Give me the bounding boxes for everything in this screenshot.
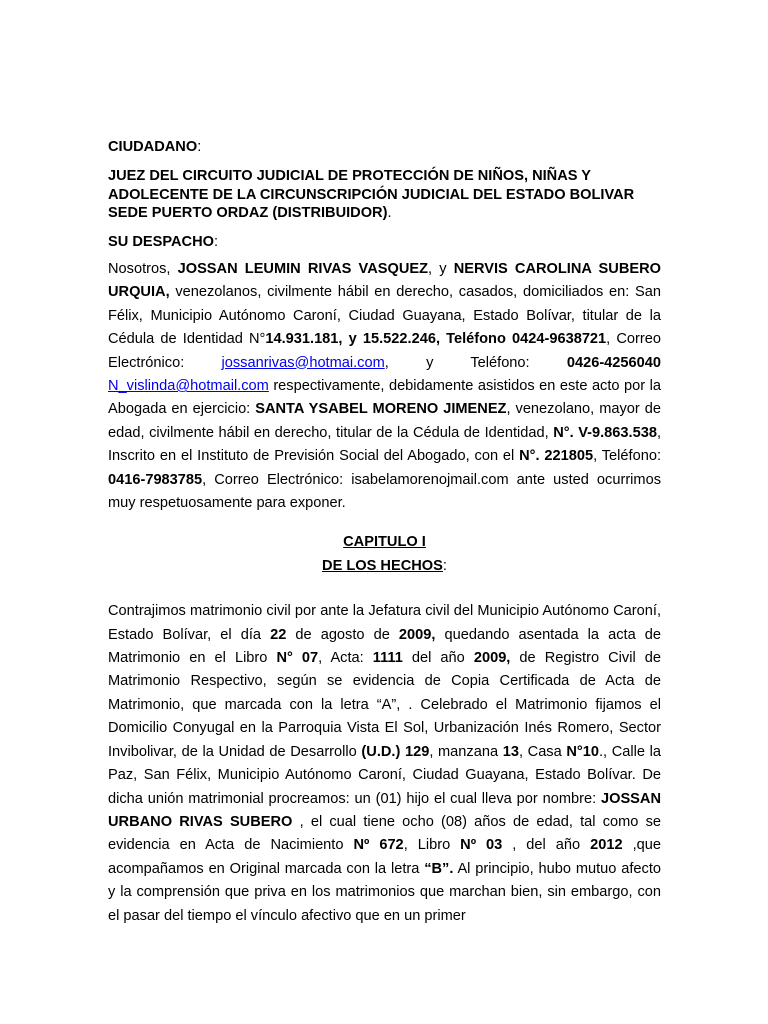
development-unit: (U.D.) 129 xyxy=(361,743,430,760)
salutation-despacho xyxy=(108,233,661,252)
petitioner-name-1: JOSSAN LEUMIN RIVAS VASQUEZ xyxy=(177,260,429,277)
facts-text: ., Calle la Paz, San Félix, Municipio Autónomo Caroní, Ciudad Guayana, Estado Bolívar. De dicha unión matrimonial procreamos: un (01) hijo el cual lleva por nombre: xyxy=(108,743,662,807)
facts-text: quedando asentada la acta de Matrimonio en el Libro xyxy=(108,626,662,667)
facts-text: del año xyxy=(402,650,474,667)
intro-text: Nosotros, xyxy=(108,260,178,277)
annex-letter: “B”. xyxy=(424,860,454,877)
despacho-label: SU DESPACHO xyxy=(108,234,214,251)
salutation-colon: : xyxy=(197,139,202,155)
intro-text: , Correo Electrónico: xyxy=(108,331,661,371)
chapter-number: CAPITULO I xyxy=(343,534,426,551)
intro-text: , y xyxy=(428,260,454,277)
chapter-title xyxy=(108,531,661,554)
petitioner-name-2: NERVIS CAROLINA SUBERO URQUIA, xyxy=(108,260,661,301)
intro-text: , Teléfono: xyxy=(593,448,661,465)
court-period: . xyxy=(387,205,392,222)
marriage-day: 22 xyxy=(270,626,287,643)
intro-text: respectivamente, debidamente asistidos en este acto por la Abogada en ejercicio: xyxy=(108,378,661,418)
facts-text: , Casa xyxy=(518,743,567,760)
facts-text: de agosto de xyxy=(286,626,399,643)
child-name: JOSSAN URBANO RIVAS SUBERO xyxy=(108,790,661,830)
facts-text: Al principio, hubo mutuo afecto y la comprensión que priva en los matrimonios que marchan bien, sin embargo, con el pasar del tiempo el vínculo afectivo que en un primer xyxy=(108,860,661,924)
intro-text: , Inscrito en el Instituto de Previsión Social del Abogado, con el xyxy=(108,424,661,465)
intro-text: , venezolano, mayor de edad, civilmente hábil en derecho, titular de la Cédula de Identidad, xyxy=(108,401,661,441)
court-name: JUEZ DEL CIRCUITO JUDICIAL DE PROTECCIÓN DE NIÑOS, NIÑAS Y ADOLECENTE DE LA CIRCUNSCRIPCIÓN JUDICIAL DEL ESTADO BOLIVAR SEDE PUERTO ORDAZ (DISTRIBUIDOR) xyxy=(108,167,635,222)
lawyer-id: N°. V-9.863.538 xyxy=(553,424,657,441)
facts-text: , el cual tiene ocho (08) años de edad, tal como se evidencia en Acta de Nacimiento xyxy=(108,813,661,854)
act-number: 1111 xyxy=(372,650,403,667)
ipsa-number: N°. 221805 xyxy=(519,448,594,465)
email-link-1[interactable]: jossanrivas@hotmai.com xyxy=(221,354,385,371)
book-number: N° 07 xyxy=(276,650,319,667)
house-number: N°10 xyxy=(566,743,599,760)
facts-text: , manzana xyxy=(429,743,503,760)
intro-text: , y Teléfono: xyxy=(384,354,567,371)
lawyer-name: SANTA YSABEL MORENO JIMENEZ xyxy=(255,401,507,418)
salutation-ciudadano xyxy=(108,138,661,157)
facts-text: ,que acompañamos en Original marcada con la letra xyxy=(108,837,661,877)
act-year: 2009, xyxy=(473,650,511,667)
birth-book-number: Nº 03 xyxy=(460,837,503,854)
section-heading: DE LOS HECHOS xyxy=(322,557,443,574)
id-numbers: 14.931.181, y 15.522.246, Teléfono 0424-9638721 xyxy=(265,331,607,348)
phone-number-2: 0426-4256040 xyxy=(566,354,661,371)
marriage-year: 2009, xyxy=(398,626,436,643)
facts-text: Contrajimos matrimonio civil por ante la Jefatura civil del Municipio Autónomo Caroní, Estado Bolívar, el día xyxy=(108,603,661,643)
email-link-2[interactable]: N_vislinda@hotmail.com xyxy=(108,378,269,395)
birth-act-year: 2012 xyxy=(590,837,623,854)
facts-paragraph xyxy=(108,600,661,928)
facts-text: , Acta: xyxy=(318,650,373,667)
chapter-subtitle xyxy=(108,555,661,578)
intro-text: venezolanos, civilmente hábil en derecho, casados, domiciliados en: San Félix, Municipio Autónomo Caroní, Ciudad Guayana, Estado Bolívar, titular de la Cédula de Identidad N° xyxy=(108,284,661,348)
facts-text: de Registro Civil de Matrimonio Respectivo, según se evidencia de Copia Certificada de Acta de Matrimonio, que marcada con la letra “A”, . Celebrado el Matrimonio fijamos el Domicilio Conyugal en la Parroquia Vista El Sol, Urbanización Inés Romero, Sector Invibolivar, de la Unidad de Desarrollo xyxy=(108,650,661,760)
facts-text: , del año xyxy=(502,837,591,854)
birth-act-number: Nº 672 xyxy=(353,837,404,854)
block-number: 13 xyxy=(502,743,519,760)
addressee-court xyxy=(108,167,661,223)
document-body xyxy=(108,138,661,928)
facts-text: , Libro xyxy=(403,837,461,854)
despacho-colon: : xyxy=(213,234,219,251)
section-colon: : xyxy=(442,557,447,574)
salutation-label: CIUDADANO xyxy=(108,139,198,155)
intro-paragraph xyxy=(108,258,661,515)
intro-text: , Correo Electrónico: isabelamorenojmail.com ante usted ocurrimos muy respetuosamente para exponer. xyxy=(108,471,661,512)
lawyer-phone: 0416-7983785 xyxy=(108,471,203,488)
